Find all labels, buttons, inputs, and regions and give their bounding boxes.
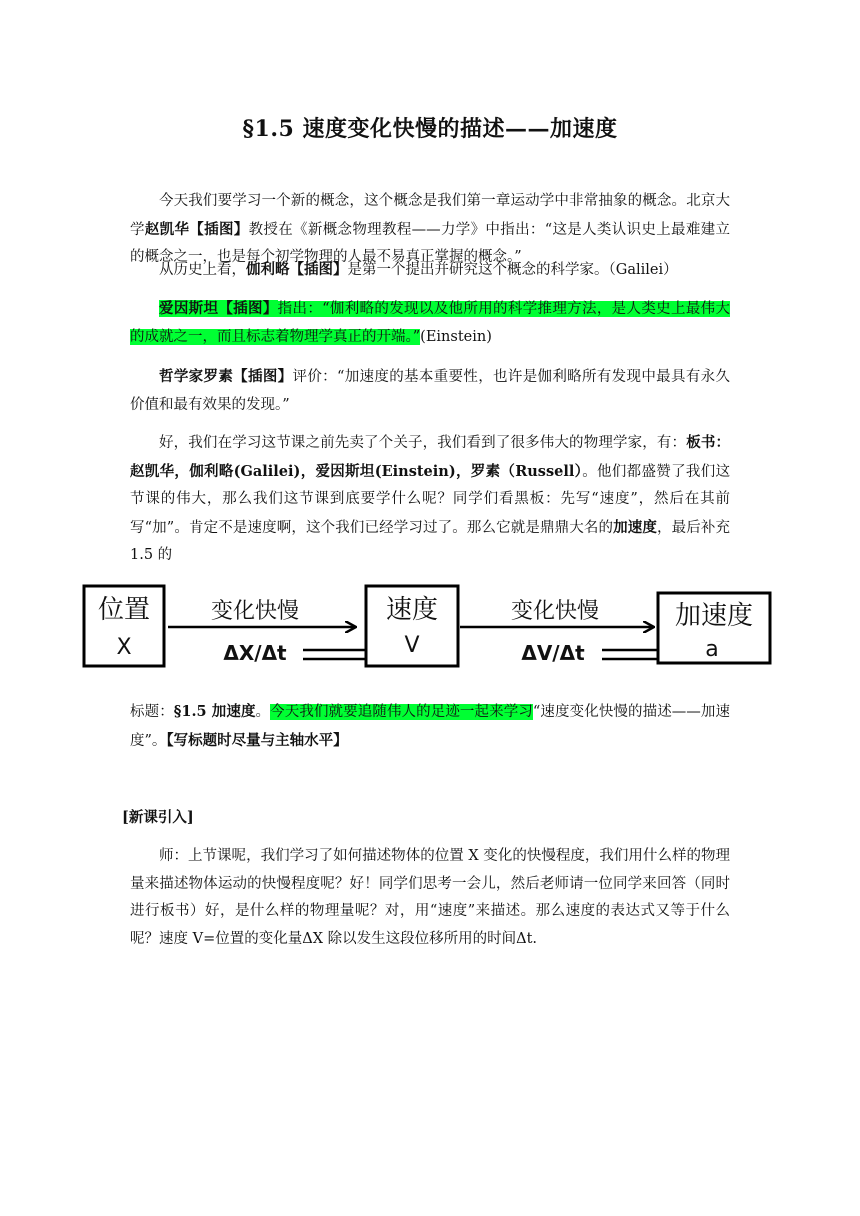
position-box-label: 位置 bbox=[97, 595, 151, 625]
title-paragraph bbox=[130, 698, 730, 755]
lesson-paragraph bbox=[130, 429, 730, 570]
lesson-text-3: ，最后补充 1.5 的 bbox=[130, 519, 731, 563]
intro-text-2: 教授在《新概念物理教程——力学》中指出：“这是人类认识史上最难建立的概念之一，也是每个初学物理的人最不易真正掌握的概念。” bbox=[130, 221, 731, 265]
russell-quote: 评价：“加速度的基本重要性，也许是伽利略所有发现中最具有永久价值和最有效果的发现。” bbox=[130, 369, 730, 413]
lesson-text-1: 好，我们在学习这节课之前先卖了个关子，我们看到了很多伟大的物理学家，有： bbox=[159, 435, 687, 451]
section-heading: [新课引入] bbox=[122, 809, 194, 826]
title-para-bold-section: §1.5 加速度 bbox=[173, 703, 256, 720]
lesson-bold-acceleration: 加速度 bbox=[613, 518, 658, 536]
arrow2-top-label: 变化快慢 bbox=[510, 599, 600, 624]
title-para-bold-note: 【写标题时尽量与主轴水平】 bbox=[166, 731, 348, 749]
page-title: §1.5 速度变化快慢的描述——加速度 bbox=[242, 116, 618, 142]
position-box-symbol: X bbox=[116, 635, 132, 660]
arrow1-top-label: 变化快慢 bbox=[210, 599, 300, 624]
acceleration-box-symbol: a bbox=[705, 637, 719, 662]
russell-paragraph bbox=[130, 363, 730, 419]
new-lesson-paragraph: 师：上节课呢，我们学习了如何描述物体的位置 X 变化的快慢程度，我们用什么样的物理量来描述物体运动的快慢程度呢？好！同学们思考一会儿，然后老师请一位同学来回答（同时进行板书）好，是什么样的物理量呢？对，用“速度”来描述。那么速度的表达式又等于什么呢？速度 V=位置的变化量ΔX 除以发生这段位移所用的时间Δt. bbox=[130, 848, 730, 947]
lesson-text-2: 。他们都盛赞了我们这节课的伟大，那么我们这节课到底要学什么呢？同学们看黑板：先写“速度”，然后在其前写“加”。肯定不是速度啊，这个我们已经学习过了。那么它就是鼎鼎大名的 bbox=[130, 463, 730, 536]
velocity-box-label: 速度 bbox=[385, 595, 439, 625]
concept-flow-diagram bbox=[0, 576, 860, 680]
title-para-text-3: “速度变化快慢的描述——加速度”。 bbox=[130, 704, 731, 749]
title-para-text-1: 标题： bbox=[130, 704, 174, 720]
velocity-box-symbol: V bbox=[404, 633, 420, 658]
history-paragraph bbox=[130, 256, 730, 285]
einstein-bold-name: 爱因斯坦【插图】 bbox=[159, 300, 278, 317]
history-bold-galileo: 伽利略【插图】 bbox=[246, 261, 348, 278]
intro-text-1: 今天我们要学习一个新的概念，这个概念是我们第一章运动学中非常抽象的概念。北京大学 bbox=[130, 193, 730, 238]
arrow1-formula: ΔX/Δt bbox=[223, 641, 287, 665]
intro-bold-zhao: 赵凯华【插图】 bbox=[144, 220, 249, 238]
einstein-paragraph bbox=[130, 295, 730, 351]
einstein-attribution: (Einstein) bbox=[420, 328, 492, 345]
acceleration-box-label: 加速度 bbox=[674, 601, 754, 631]
lesson-bold-board: 板书：赵凯华，伽利略(Galilei)，爱因斯坦(Einstein)，罗素（Russell） bbox=[130, 434, 731, 480]
history-text-2: 是第一个提出并研究这个概念的科学家。（Galilei） bbox=[347, 262, 678, 278]
arrow2-formula: ΔV/Δt bbox=[521, 641, 585, 665]
einstein-quote-highlight: 指出：“伽利略的发现以及他所用的科学推理方法，是人类史上最伟大的成就之一，而且标志着物理学真正的开端。” bbox=[130, 301, 730, 345]
title-para-text-2: 。 bbox=[255, 704, 271, 720]
title-para-highlight: 今天我们就要追随伟人的足迹一起来学习 bbox=[270, 704, 533, 720]
russell-bold-name: 哲学家罗素【插图】 bbox=[159, 368, 293, 385]
history-text-1: 从历史上看， bbox=[159, 262, 246, 278]
